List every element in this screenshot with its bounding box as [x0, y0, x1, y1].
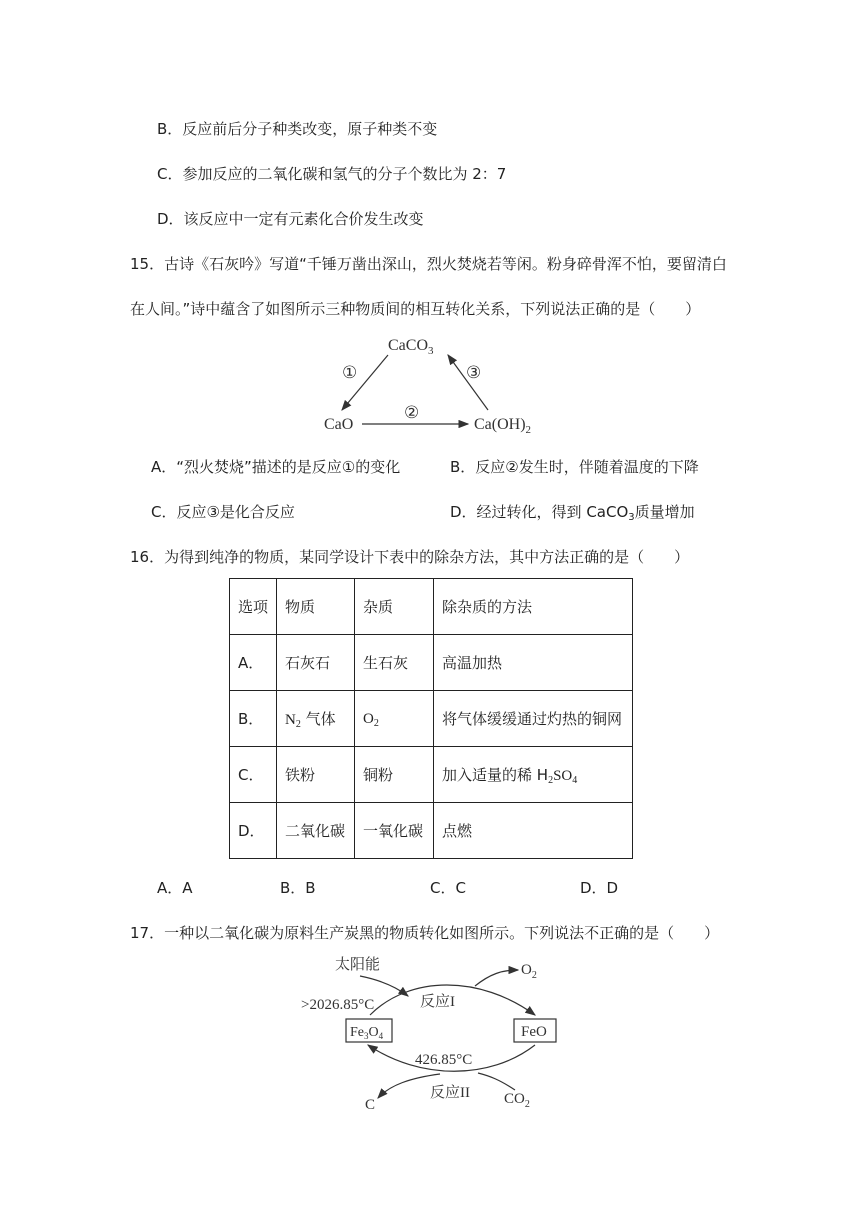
table-row: [230, 635, 633, 691]
q17-stem: 17．一种以二氧化碳为原料生产炭黑的物质转化如图所示。下列说法不正确的是（ ）: [130, 924, 720, 942]
reaction-1-label: 反应I: [420, 994, 455, 1010]
q16-answer-d: D．D: [580, 879, 619, 897]
header-impurity: 杂质: [355, 579, 434, 635]
q15-stem-line-1: 15．古诗《石灰吟》写道“千锤万凿出深山，烈火焚烧若等闲。粉身碎骨浑不怕，要留清白: [130, 255, 727, 273]
q17-cycle-diagram: [290, 950, 580, 1115]
q15-node-caco3: CaCO$_3$: [388, 337, 434, 357]
table-cell: $N_2$ 气体: [277, 691, 355, 747]
table-cell: A．: [230, 635, 277, 691]
q16-answer-a: A．A: [157, 879, 193, 897]
header-option: 选项: [230, 579, 277, 635]
header-method: 除杂质的方法: [434, 579, 633, 635]
q14-option-d: D．该反应中一定有元素化合价发生改变: [157, 210, 424, 228]
feo-label: FeO: [521, 1024, 547, 1040]
q15-option-a: A．“烈火焚烧”描述的是反应①的变化: [151, 458, 401, 476]
q14-option-c: C．参加反应的二氧化碳和氢气的分子个数比为 2：7: [157, 165, 507, 183]
q15-label-1: ①: [342, 363, 358, 382]
table-cell: 点燃: [434, 803, 633, 859]
q15-label-2: ②: [404, 403, 420, 422]
o2-output-arrow: [475, 970, 518, 986]
q14-option-b: B．反应前后分子种类改变，原子种类不变: [157, 120, 438, 138]
table-cell: $O_2$: [355, 691, 434, 747]
table-cell: 二氧化碳: [277, 803, 355, 859]
table-header-row: [230, 579, 633, 635]
table-cell: C．: [230, 747, 277, 803]
co2-label: $CO_2$: [504, 1091, 530, 1110]
table-cell: 一氧化碳: [355, 803, 434, 859]
header-substance: 物质: [277, 579, 355, 635]
q15-option-d: D．经过转化，得到 CaCO$_3$质量增加: [450, 503, 695, 523]
q15-option-b: B．反应②发生时，伴随着温度的下降: [450, 458, 699, 476]
o2-label: $O_2$: [521, 962, 537, 981]
q15-node-caoh2: $Ca(OH)_2$: [474, 416, 532, 436]
table-cell: 加入适量的稀 $H_2SO_4$: [434, 747, 633, 803]
co2-input-line: [478, 1073, 515, 1090]
table-row: [230, 691, 633, 747]
temp-high-label: >2026.85°C: [301, 997, 375, 1013]
q15-conversion-diagram: [300, 328, 560, 443]
q16-purification-table: [229, 578, 633, 859]
q15-node-cao: CaO: [324, 416, 354, 433]
q15-stem-line-2: 在人间。”诗中蕴含了如图所示三种物质间的相互转化关系，下列说法正确的是（ ）: [130, 300, 701, 318]
table-cell: 将气体缓缓通过灼热的铜网: [434, 691, 633, 747]
fe3o4-label: $Fe_3O_4$: [350, 1025, 384, 1041]
table-cell: B．: [230, 691, 277, 747]
table-cell: 高温加热: [434, 635, 633, 691]
q15-label-3: ③: [466, 363, 482, 382]
reaction-2-label: 反应II: [430, 1085, 470, 1101]
q16-answer-b: B．B: [280, 879, 316, 897]
table-cell: 铁粉: [277, 747, 355, 803]
table-cell: D．: [230, 803, 277, 859]
table-cell: 生石灰: [355, 635, 434, 691]
q15-option-c: C．反应③是化合反应: [151, 503, 295, 521]
solar-energy-label: 太阳能: [335, 957, 381, 973]
table-cell: 石灰石: [277, 635, 355, 691]
carbon-label: C: [365, 1097, 376, 1113]
solar-input-arrow: [360, 976, 408, 996]
table-cell: 铜粉: [355, 747, 434, 803]
temp-low-label: 426.85°C: [415, 1052, 473, 1068]
table-row: [230, 747, 633, 803]
table-row: [230, 803, 633, 859]
q16-stem: 16．为得到纯净的物质，某同学设计下表中的除杂方法，其中方法正确的是（ ）: [130, 548, 690, 566]
q16-answer-c: C．C: [430, 879, 466, 897]
